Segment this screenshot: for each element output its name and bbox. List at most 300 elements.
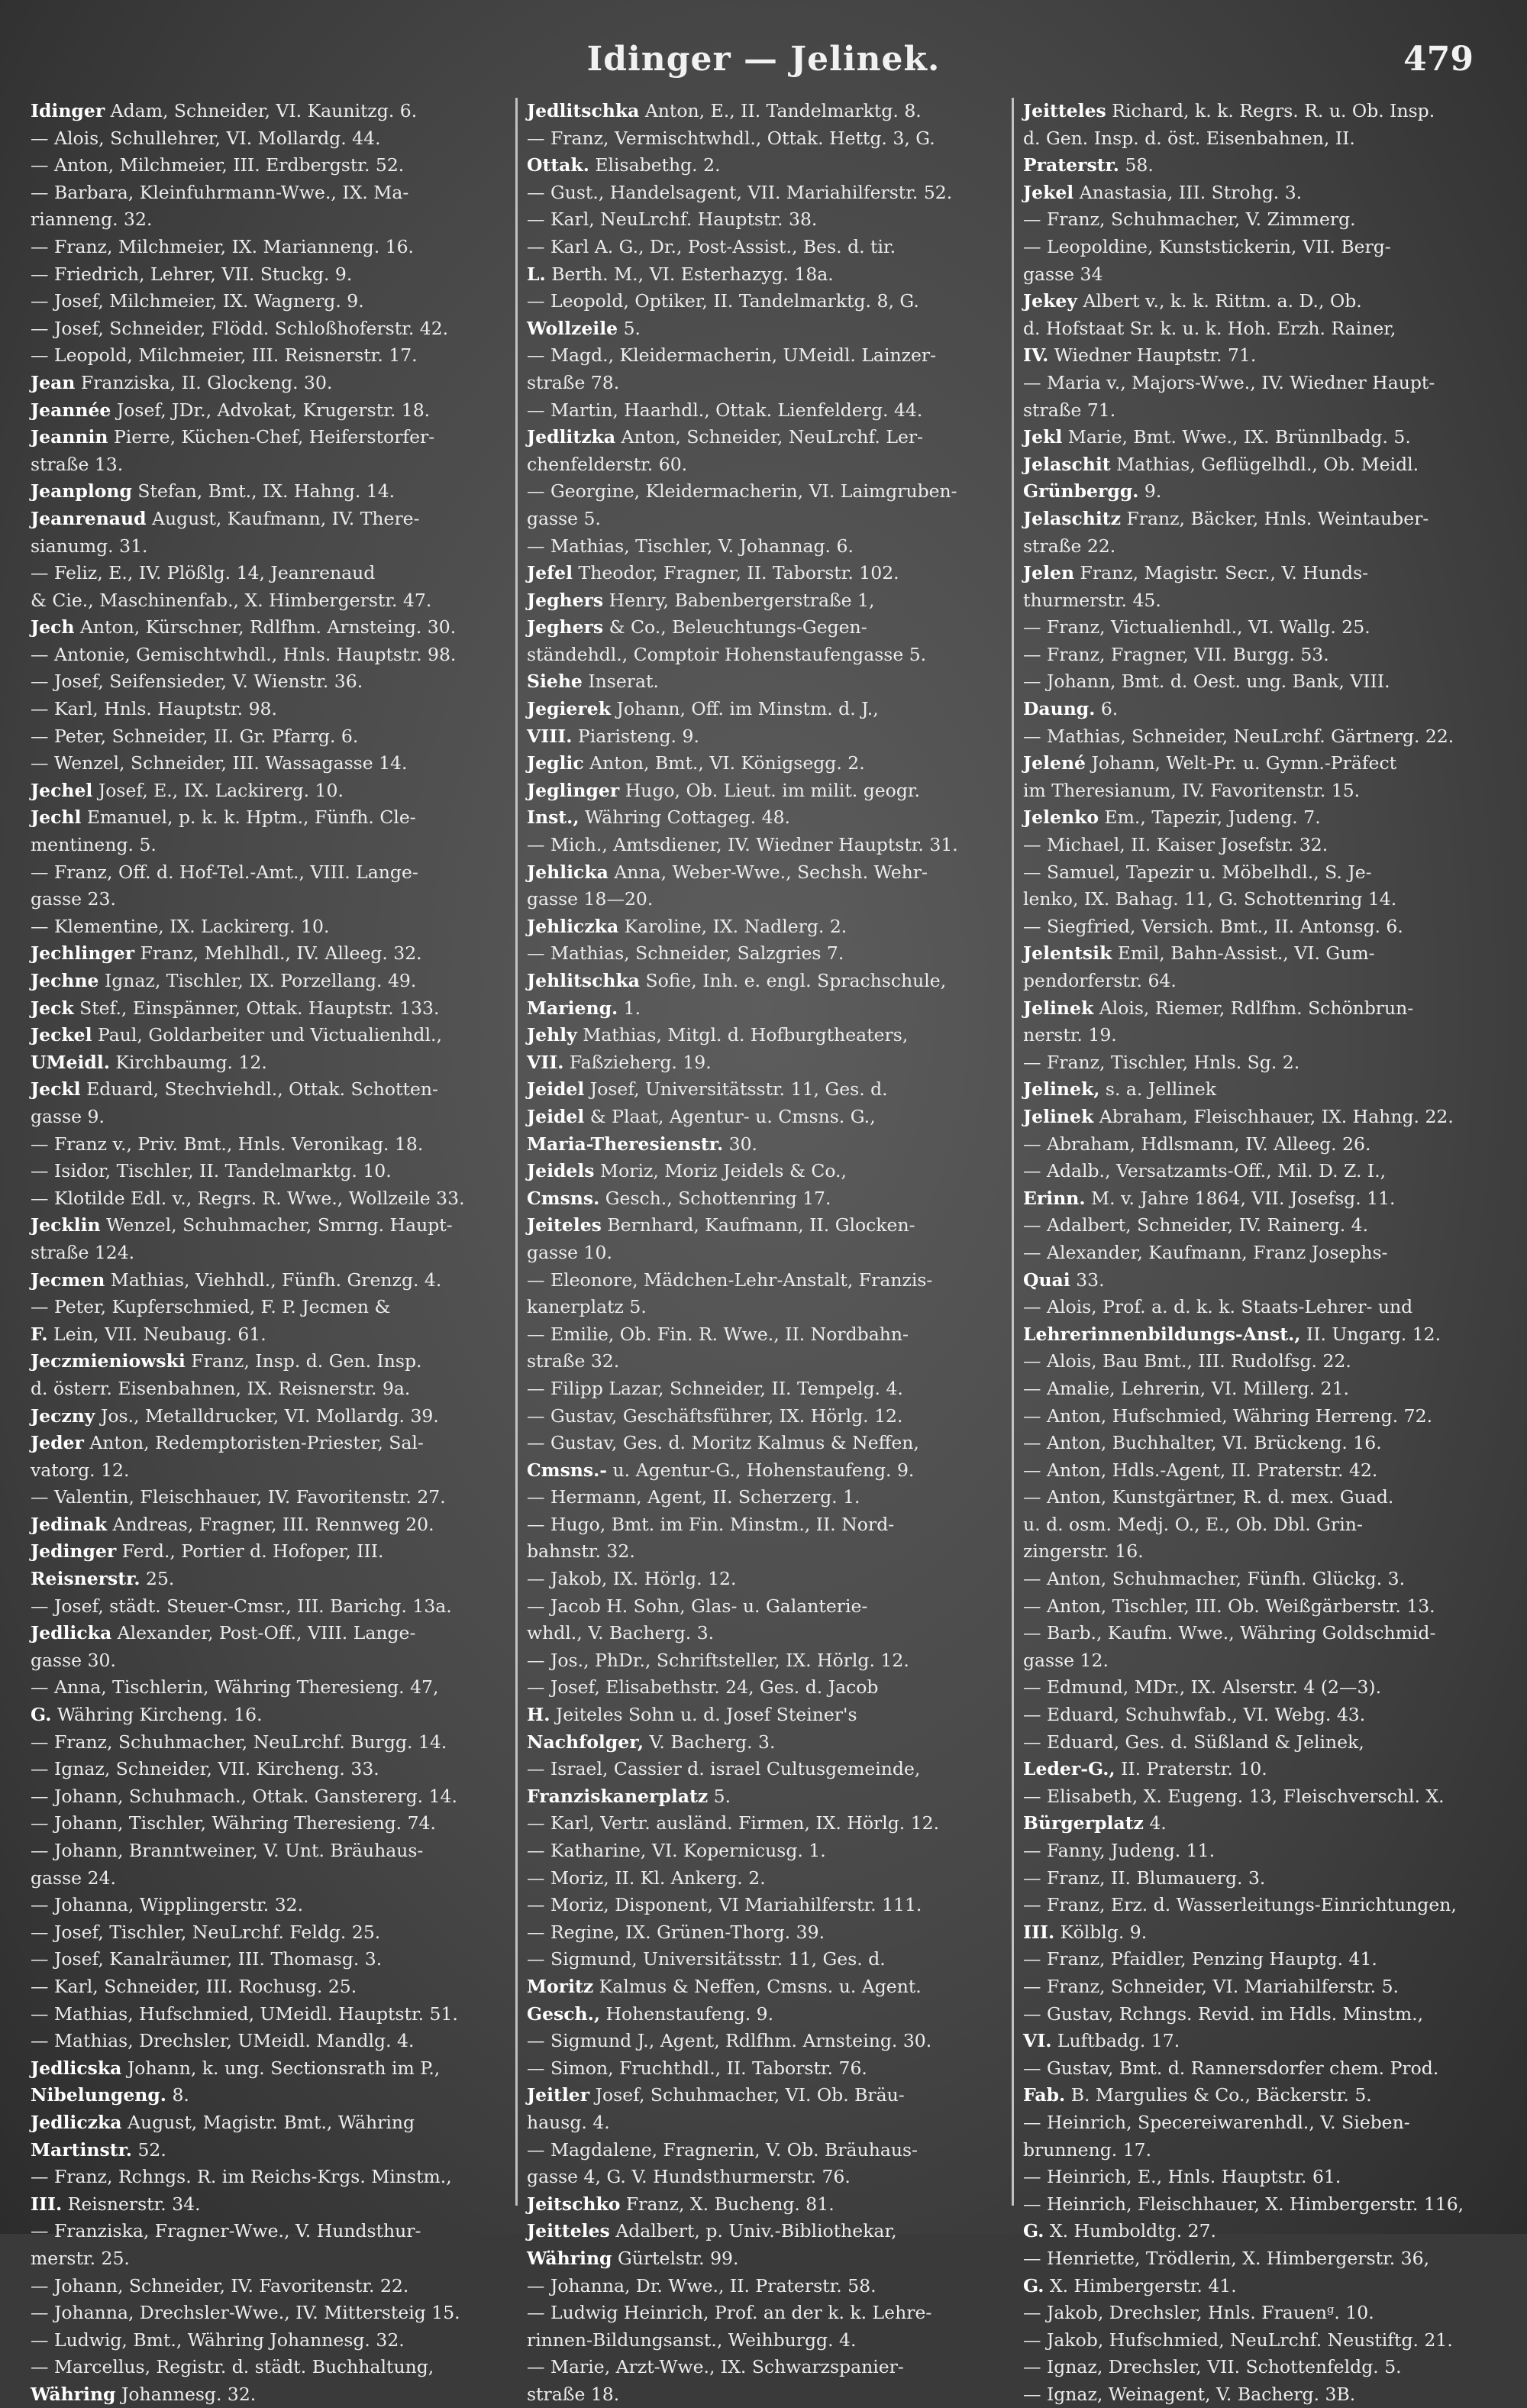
surname: III. bbox=[1023, 1921, 1055, 1943]
directory-entry: Jechne Ignaz, Tischler, IX. Porzellang. 49. bbox=[31, 970, 417, 991]
surname: Jelaschit bbox=[1023, 453, 1111, 475]
directory-entry: Jeghers & Co., Beleuchtungs-Gegen- bbox=[527, 616, 867, 638]
directory-entry: Fab. B. Margulies & Co., Bäckerstr. 5. bbox=[1023, 2084, 1372, 2106]
surname: Jeannée bbox=[31, 399, 111, 421]
directory-entry: — Antonie, Gemischtwhdl., Hnls. Hauptstr. 98. bbox=[31, 643, 457, 665]
directory-entry: — Josef, Kanalräumer, III. Thomasg. 3. bbox=[31, 1948, 383, 1970]
directory-entry: — Marie, Arzt-Wwe., IX. Schwarzspanier- bbox=[527, 2356, 904, 2378]
surname: F. bbox=[31, 1323, 48, 1345]
directory-entry: H. Jeiteles Sohn u. d. Josef Steiner's bbox=[527, 1704, 857, 1726]
surname: Jelenko bbox=[1023, 806, 1099, 829]
directory-entry: — Valentin, Fleischhauer, IV. Favoritenstr. 27. bbox=[31, 1486, 446, 1508]
surname: Jekl bbox=[1023, 426, 1063, 448]
surname: Ottak. bbox=[527, 154, 589, 176]
directory-entry: — Johann, Branntweiner, V. Unt. Bräuhaus- bbox=[31, 1840, 424, 1861]
directory-entry: G. Währing Kircheng. 16. bbox=[31, 1704, 263, 1726]
directory-entry: straße 78. bbox=[527, 371, 620, 393]
directory-entry: Praterstr. 58. bbox=[1023, 154, 1154, 176]
surname: Leder-G., bbox=[1023, 1758, 1115, 1780]
directory-entry: Jeck Stef., Einspänner, Ottak. Hauptstr. 133. bbox=[31, 997, 440, 1019]
directory-entry: — Anton, Schuhmacher, Fünfh. Glückg. 3. bbox=[1023, 1568, 1406, 1590]
directory-entry: — Anton, Hdls.-Agent, II. Praterstr. 42. bbox=[1023, 1459, 1378, 1481]
directory-entry: — Jos., PhDr., Schriftsteller, IX. Hörlg. 12. bbox=[527, 1649, 909, 1671]
directory-entry: Marieng. 1. bbox=[527, 997, 641, 1019]
surname: Jelaschitz bbox=[1023, 507, 1121, 529]
directory-entry: — Henriette, Trödlerin, X. Himbergerstr. 36, bbox=[1023, 2247, 1430, 2269]
directory-entry: — Johanna, Wipplingerstr. 32. bbox=[31, 1894, 304, 1916]
surname: Inst., bbox=[527, 806, 579, 829]
surname: Jedlicska bbox=[31, 2057, 122, 2079]
directory-entry: Jeidel & Plaat, Agentur- u. Cmsns. G., bbox=[527, 1105, 876, 1127]
directory-entry: — Heinrich, Specereiwarenhdl., V. Sieben- bbox=[1023, 2111, 1410, 2133]
directory-entry: — Fanny, Judeng. 11. bbox=[1023, 1840, 1215, 1861]
directory-entry: VI. Luftbadg. 17. bbox=[1023, 2030, 1180, 2052]
surname: Praterstr. bbox=[1023, 154, 1119, 176]
column-middle bbox=[527, 98, 1000, 2405]
directory-entry: hausg. 4. bbox=[527, 2111, 610, 2133]
directory-entry: — Mich., Amtsdiener, IV. Wiedner Hauptstr. 31. bbox=[527, 834, 958, 856]
surname: Bürgerplatz bbox=[1023, 1812, 1144, 1834]
directory-entry: — Johann, Schuhmach., Ottak. Ganstererg. 14. bbox=[31, 1785, 457, 1807]
directory-entry: — Mathias, Drechsler, UMeidl. Mandlg. 4. bbox=[31, 2030, 415, 2052]
directory-entry: — Peter, Schneider, II. Gr. Pfarrg. 6. bbox=[31, 725, 359, 747]
directory-entry: — Marcellus, Registr. d. städt. Buchhaltung, bbox=[31, 2356, 434, 2378]
directory-entry: gasse 18—20. bbox=[527, 888, 654, 910]
surname: VII. bbox=[527, 1051, 564, 1073]
directory-entry: — Abraham, Hdlsmann, IV. Alleeg. 26. bbox=[1023, 1133, 1371, 1155]
directory-entry: Jekel Anastasia, III. Strohg. 3. bbox=[1023, 181, 1303, 203]
surname: Jehly bbox=[527, 1024, 577, 1046]
surname: Jelinek bbox=[1023, 1105, 1094, 1127]
directory-entry: — Ignaz, Drechsler, VII. Schottenfeldg. 5. bbox=[1023, 2356, 1402, 2378]
page-number: 479 bbox=[1403, 40, 1474, 79]
directory-entry: — Martin, Haarhdl., Ottak. Lienfelderg. 44. bbox=[527, 399, 923, 421]
surname: Wollzeile bbox=[527, 317, 618, 339]
directory-entry: Jedliczka August, Magistr. Bmt., Währing bbox=[31, 2111, 415, 2133]
surname: VIII. bbox=[527, 725, 573, 747]
directory-entry: Währing Johannesg. 32. bbox=[31, 2383, 257, 2405]
directory-entry: Jelinek Alois, Riemer, Rdlfhm. Schönbrun- bbox=[1023, 997, 1414, 1019]
directory-entry: — Josef, Elisabethstr. 24, Ges. d. Jacob bbox=[527, 1676, 879, 1699]
directory-entry: — Feliz, E., IV. Plößlg. 14, Jeanrenaud bbox=[31, 562, 376, 584]
directory-entry: — Anna, Tischlerin, Währing Theresieng. 47, bbox=[31, 1676, 439, 1699]
surname: Jedlicka bbox=[31, 1622, 112, 1644]
directory-entry: gasse 24. bbox=[31, 1867, 116, 1889]
directory-entry: gasse 12. bbox=[1023, 1649, 1109, 1671]
directory-entry: Jeczmieniowski Franz, Insp. d. Gen. Insp. bbox=[31, 1350, 422, 1372]
surname: Jeckl bbox=[31, 1078, 81, 1101]
directory-entry: — Josef, Seifensieder, V. Wienstr. 36. bbox=[31, 671, 363, 693]
directory-entry: straße 22. bbox=[1023, 535, 1116, 557]
surname: G. bbox=[1023, 2220, 1044, 2242]
surname: Gesch., bbox=[527, 2002, 601, 2025]
directory-entry: Nachfolger, V. Bacherg. 3. bbox=[527, 1731, 776, 1753]
directory-entry: — Leopold, Optiker, II. Tandelmarktg. 8, G. bbox=[527, 290, 919, 312]
surname: Jekel bbox=[1023, 181, 1074, 203]
directory-entry: nerstr. 19. bbox=[1023, 1024, 1117, 1046]
directory-entry: Martinstr. 52. bbox=[31, 2138, 166, 2161]
directory-entry: UMeidl. Kirchbaumg. 12. bbox=[31, 1051, 267, 1073]
surname: G. bbox=[31, 1704, 52, 1726]
directory-entry: III. Reisnerstr. 34. bbox=[31, 2193, 201, 2215]
directory-entry: Jeitler Josef, Schuhmacher, VI. Ob. Bräu- bbox=[527, 2084, 905, 2106]
directory-entry: Jehliczka Karoline, IX. Nadlerg. 2. bbox=[527, 915, 847, 937]
directory-entry: Jelenko Em., Tapezir, Judeng. 7. bbox=[1023, 806, 1321, 829]
directory-entry: Jecmen Mathias, Viehhdl., Fünfh. Grenzg. 4. bbox=[31, 1269, 442, 1291]
surname: Jedliczka bbox=[31, 2111, 122, 2133]
directory-entry: — Moriz, II. Kl. Ankerg. 2. bbox=[527, 1867, 766, 1889]
directory-entry: — Gustav, Ges. d. Moritz Kalmus & Neffen, bbox=[527, 1432, 919, 1454]
directory-entry: — Karl, NeuLrchf. Hauptstr. 38. bbox=[527, 208, 818, 231]
directory-entry: Jech Anton, Kürschner, Rdlfhm. Arnsteing. 30. bbox=[31, 616, 457, 638]
directory-entry: — Mathias, Schneider, Salzgries 7. bbox=[527, 942, 844, 965]
surname: Jeckel bbox=[31, 1024, 92, 1046]
directory-entry: Jedinger Ferd., Portier d. Hofoper, III. bbox=[31, 1540, 384, 1563]
directory-entry: Jefel Theodor, Fragner, II. Taborstr. 102. bbox=[527, 562, 899, 584]
directory-entry: rinnen-Bildungsanst., Weihburgg. 4. bbox=[527, 2329, 857, 2351]
surname: G. bbox=[1023, 2274, 1044, 2296]
directory-entry: Grünbergg. 9. bbox=[1023, 480, 1162, 503]
surname: Jeck bbox=[31, 997, 74, 1019]
directory-entry: Bürgerplatz 4. bbox=[1023, 1812, 1167, 1834]
surname: Grünbergg. bbox=[1023, 480, 1139, 503]
surname: Jeitteles bbox=[527, 2220, 610, 2242]
directory-entry: — Franz, Victualienhdl., VI. Wallg. 25. bbox=[1023, 616, 1370, 638]
directory-entry: — Ludwig, Bmt., Währing Johannesg. 32. bbox=[31, 2329, 405, 2351]
directory-entry: — Sigmund, Universitätsstr. 11, Ges. d. bbox=[527, 1948, 886, 1970]
surname: Lehrerinnenbildungs-Anst., bbox=[1023, 1323, 1301, 1345]
surname: Jeder bbox=[31, 1432, 84, 1454]
directory-entry: Jeczny Jos., Metalldrucker, VI. Mollardg. 39. bbox=[31, 1404, 439, 1427]
directory-entry: — Friedrich, Lehrer, VII. Stuckg. 9. bbox=[31, 263, 353, 285]
directory-entry: mentineng. 5. bbox=[31, 834, 157, 856]
directory-entry: gasse 30. bbox=[31, 1649, 116, 1671]
surname: Jekey bbox=[1023, 290, 1077, 312]
directory-entry: Jeglic Anton, Bmt., VI. Königsegg. 2. bbox=[527, 752, 865, 774]
surname: Jegierek bbox=[527, 698, 611, 720]
surname: Jeanrenaud bbox=[31, 507, 147, 529]
surname: Jeitschko bbox=[527, 2193, 621, 2215]
surname: Jechlinger bbox=[31, 942, 135, 965]
directory-entry: — Jakob, Hufschmied, NeuLrchf. Neustiftg. 21. bbox=[1023, 2329, 1453, 2351]
directory-entry: — Johanna, Dr. Wwe., II. Praterstr. 58. bbox=[527, 2274, 876, 2296]
directory-entry: — Siegfried, Versich. Bmt., II. Antonsg. 6. bbox=[1023, 915, 1403, 937]
surname: Cmsns.- bbox=[527, 1459, 608, 1481]
directory-entry: — Alois, Bau Bmt., III. Rudolfsg. 22. bbox=[1023, 1350, 1351, 1372]
directory-entry: gasse 5. bbox=[527, 507, 601, 529]
directory-entry: — Josef, Milchmeier, IX. Wagnerg. 9. bbox=[31, 290, 364, 312]
surname: Siehe bbox=[527, 671, 583, 693]
directory-entry: F. Lein, VII. Neubaug. 61. bbox=[31, 1323, 266, 1345]
directory-entry: — Josef, städt. Steuer-Cmsr., III. Barichg. 13a. bbox=[31, 1595, 452, 1617]
directory-entry: Jeglinger Hugo, Ob. Lieut. im milit. geogr. bbox=[527, 779, 920, 801]
surname: Währing bbox=[31, 2383, 116, 2405]
directory-entry: Gesch., Hohenstaufeng. 9. bbox=[527, 2002, 774, 2025]
surname: Jedlitschka bbox=[527, 100, 640, 121]
surname: VI. bbox=[1023, 2030, 1052, 2052]
directory-entry: — Karl A. G., Dr., Post-Assist., Bes. d. tir. bbox=[527, 235, 896, 257]
directory-entry: Jelen Franz, Magistr. Secr., V. Hunds- bbox=[1023, 562, 1369, 584]
surname: Jeglinger bbox=[527, 779, 620, 801]
directory-entry: — Josef, Schneider, Flödd. Schloßhoferstr. 42. bbox=[31, 317, 449, 339]
directory-entry: Lehrerinnenbildungs-Anst., II. Ungarg. 12. bbox=[1023, 1323, 1441, 1345]
directory-entry: VIII. Piaristeng. 9. bbox=[527, 725, 699, 747]
directory-entry: d. österr. Eisenbahnen, IX. Reisnerstr. 9a. bbox=[31, 1377, 411, 1399]
directory-entry: — Alois, Prof. a. d. k. k. Staats-Lehrer- und bbox=[1023, 1296, 1413, 1318]
directory-entry: — Franz, Fragner, VII. Burgg. 53. bbox=[1023, 643, 1329, 665]
directory-entry: — Eleonore, Mädchen-Lehr-Anstalt, Franzis- bbox=[527, 1269, 933, 1291]
directory-entry: — Peter, Kupferschmied, F. P. Jecmen & bbox=[31, 1296, 391, 1318]
column-divider-left bbox=[515, 98, 518, 2206]
directory-entry: Jelinek, s. a. Jellinek bbox=[1023, 1078, 1217, 1101]
surname: Jeiteles bbox=[527, 1214, 602, 1236]
surname: Jelinek bbox=[1023, 997, 1094, 1019]
surname: Jecklin bbox=[31, 1214, 101, 1236]
directory-entry: — Franz, Schneider, VI. Mariahilferstr. 5. bbox=[1023, 1975, 1399, 1997]
directory-entry: — Karl, Vertr. ausländ. Firmen, IX. Hörlg. 12. bbox=[527, 1812, 940, 1834]
directory-entry: Jeder Anton, Redemptoristen-Priester, Sal- bbox=[31, 1432, 424, 1454]
directory-entry: IV. Wiedner Hauptstr. 71. bbox=[1023, 344, 1257, 367]
surname: Jefel bbox=[527, 562, 573, 584]
directory-entry: gasse 9. bbox=[31, 1105, 105, 1127]
directory-entry: Jelaschitz Franz, Bäcker, Hnls. Weintauber- bbox=[1023, 507, 1429, 529]
surname: Jedinak bbox=[31, 1513, 108, 1535]
directory-entry: — Samuel, Tapezir u. Möbelhdl., S. Je- bbox=[1023, 861, 1372, 883]
surname: Jedlitzka bbox=[527, 426, 616, 448]
surname: Jeidel bbox=[527, 1078, 585, 1101]
page-header bbox=[31, 40, 1496, 93]
directory-entry: whdl., V. Bacherg. 3. bbox=[527, 1622, 715, 1644]
directory-entry: Jeitteles Adalbert, p. Univ.-Bibliothekar, bbox=[527, 2220, 897, 2242]
column-right bbox=[1023, 98, 1504, 2405]
directory-entry: — Anton, Buchhalter, VI. Brückeng. 16. bbox=[1023, 1432, 1382, 1454]
surname: Quai bbox=[1023, 1269, 1070, 1291]
directory-entry: Jekl Marie, Bmt. Wwe., IX. Brünnlbadg. 5. bbox=[1023, 426, 1411, 448]
surname: Nibelungeng. bbox=[31, 2084, 166, 2106]
directory-entry: Jedinak Andreas, Fragner, III. Rennweg 20. bbox=[31, 1513, 434, 1535]
directory-entry: Reisnerstr. 25. bbox=[31, 1568, 175, 1590]
directory-entry: — Franziska, Fragner-Wwe., V. Hundsthur- bbox=[31, 2220, 421, 2242]
directory-entry: — Michael, II. Kaiser Josefstr. 32. bbox=[1023, 834, 1328, 856]
directory-entry: — Regine, IX. Grünen-Thorg. 39. bbox=[527, 1921, 825, 1943]
surname: UMeidl. bbox=[31, 1051, 110, 1073]
directory-entry: — Franz, Pfaidler, Penzing Hauptg. 41. bbox=[1023, 1948, 1377, 1970]
directory-entry: — Barb., Kaufm. Wwe., Währing Goldschmid- bbox=[1023, 1622, 1436, 1644]
surname: Jelen bbox=[1023, 562, 1075, 584]
directory-entry: — Anton, Tischler, III. Ob. Weißgärberstr. 13. bbox=[1023, 1595, 1435, 1617]
surname: Marieng. bbox=[527, 997, 618, 1019]
directory-entry: Wollzeile 5. bbox=[527, 317, 641, 339]
directory-entry: — Ignaz, Weinagent, V. Bacherg. 3B. bbox=[1023, 2383, 1356, 2405]
directory-entry: Jehly Mathias, Mitgl. d. Hofburgtheaters, bbox=[527, 1024, 909, 1046]
directory-entry: straße 32. bbox=[527, 1350, 620, 1372]
directory-entry: Jeghers Henry, Babenbergerstraße 1, bbox=[527, 589, 875, 611]
column-left bbox=[31, 98, 504, 2405]
directory-entry: — Emilie, Ob. Fin. R. Wwe., II. Nordbahn- bbox=[527, 1323, 909, 1345]
directory-entry: Jechlinger Franz, Mehlhdl., IV. Alleeg. 32. bbox=[31, 942, 422, 965]
directory-entry: — Hugo, Bmt. im Fin. Minstm., II. Nord- bbox=[527, 1513, 895, 1535]
directory-entry: sianumg. 31. bbox=[31, 535, 148, 557]
directory-entry: — Adalb., Versatzamts-Off., Mil. D. Z. I., bbox=[1023, 1160, 1387, 1182]
directory-entry: Jechl Emanuel, p. k. k. Hptm., Fünfh. Cle- bbox=[31, 806, 416, 829]
directory-entry: Jekey Albert v., k. k. Rittm. a. D., Ob. bbox=[1023, 290, 1362, 312]
directory-entry: Jeckel Paul, Goldarbeiter und Victualienhdl., bbox=[31, 1024, 442, 1046]
directory-entry: — Heinrich, E., Hnls. Hauptstr. 61. bbox=[1023, 2166, 1341, 2188]
directory-entry: Franziskanerplatz 5. bbox=[527, 1785, 731, 1807]
directory-entry: pendorferstr. 64. bbox=[1023, 970, 1177, 991]
directory-entry: — Johann, Bmt. d. Oest. ung. Bank, VIII. bbox=[1023, 671, 1390, 693]
directory-entry: gasse 10. bbox=[527, 1241, 612, 1263]
directory-entry: — Ignaz, Schneider, VII. Kircheng. 33. bbox=[31, 1758, 379, 1780]
directory-entry: — Franz, Schuhmacher, V. Zimmerg. bbox=[1023, 208, 1356, 231]
surname: Erinn. bbox=[1023, 1187, 1086, 1209]
directory-entry: Jegierek Johann, Off. im Minstm. d. J., bbox=[527, 698, 879, 720]
directory-entry: Jeanplong Stefan, Bmt., IX. Hahng. 14. bbox=[31, 480, 395, 503]
directory-entry: Ottak. Elisabethg. 2. bbox=[527, 154, 721, 176]
surname: IV. bbox=[1023, 344, 1049, 367]
directory-entry: & Cie., Maschinenfab., X. Himbergerstr. 47. bbox=[31, 589, 432, 611]
directory-entry: — Gust., Handelsagent, VII. Mariahilferstr. 52. bbox=[527, 181, 953, 203]
directory-entry: Jedlitzka Anton, Schneider, NeuLrchf. Ler- bbox=[527, 426, 924, 448]
directory-entry: — Alexander, Kaufmann, Franz Josephs- bbox=[1023, 1241, 1388, 1263]
directory-entry: Jeitschko Franz, X. Bucheng. 81. bbox=[527, 2193, 835, 2215]
surname: Jeitteles bbox=[1023, 100, 1106, 121]
directory-entry: Erinn. M. v. Jahre 1864, VII. Josefsg. 11. bbox=[1023, 1187, 1396, 1209]
directory-entry: d. Gen. Insp. d. öst. Eisenbahnen, II. bbox=[1023, 127, 1355, 149]
directory-entry: Jeiteles Bernhard, Kaufmann, II. Glocken- bbox=[527, 1214, 915, 1236]
directory-entry: gasse 23. bbox=[31, 888, 116, 910]
directory-entry: — Jakob, IX. Hörlg. 12. bbox=[527, 1568, 737, 1590]
directory-entry: — Adalbert, Schneider, IV. Rainerg. 4. bbox=[1023, 1214, 1369, 1236]
directory-entry: Jedlitschka Anton, E., II. Tandelmarktg. 8. bbox=[527, 100, 922, 121]
surname: Jeghers bbox=[527, 616, 604, 638]
directory-entry: Jechel Josef, E., IX. Lackirerg. 10. bbox=[31, 779, 344, 801]
directory-entry: Jeidel Josef, Universitätsstr. 11, Ges. d. bbox=[527, 1078, 888, 1101]
directory-entry: Jehlitschka Sofie, Inh. e. engl. Sprachschule, bbox=[527, 970, 947, 991]
surname: Jechel bbox=[31, 779, 93, 801]
surname: Martinstr. bbox=[31, 2138, 132, 2161]
surname: Jelinek, bbox=[1023, 1078, 1100, 1101]
directory-entry: gasse 4, G. V. Hundsthurmerstr. 76. bbox=[527, 2166, 851, 2188]
directory-entry: rianneng. 32. bbox=[31, 208, 153, 231]
surname: Jeannin bbox=[31, 426, 108, 448]
surname: Moritz bbox=[527, 1975, 594, 1997]
directory-entry: Jelaschit Mathias, Geflügelhdl., Ob. Meidl. bbox=[1023, 453, 1419, 475]
page-title: Idinger — Jelinek. bbox=[586, 40, 941, 79]
directory-entry: — Gustav, Geschäftsführer, IX. Hörlg. 12. bbox=[527, 1404, 903, 1427]
directory-entry: — Elisabeth, X. Eugeng. 13, Fleischverschl. X. bbox=[1023, 1785, 1445, 1807]
surname: L. bbox=[527, 263, 546, 285]
directory-entry: — Moriz, Disponent, VI Mariahilferstr. 111. bbox=[527, 1894, 922, 1916]
directory-entry: — Edmund, MDr., IX. Alserstr. 4 (2—3). bbox=[1023, 1676, 1382, 1699]
directory-entry: — Simon, Fruchthdl., II. Taborstr. 76. bbox=[527, 2057, 867, 2079]
surname: Jecmen bbox=[31, 1269, 105, 1291]
surname: Jechl bbox=[31, 806, 82, 829]
directory-entry: — Franz, Vermischtwhdl., Ottak. Hettg. 3, G. bbox=[527, 127, 935, 149]
directory-entry: G. X. Himbergerstr. 41. bbox=[1023, 2274, 1237, 2296]
directory-entry: — Israel, Cassier d. israel Cultusgemeinde, bbox=[527, 1758, 921, 1780]
directory-entry: — Katharine, VI. Kopernicusg. 1. bbox=[527, 1840, 826, 1861]
directory-entry: Daung. 6. bbox=[1023, 698, 1119, 720]
directory-columns bbox=[31, 98, 1508, 2405]
directory-entry: — Klotilde Edl. v., Regrs. R. Wwe., Wollzeile 33. bbox=[31, 1187, 465, 1209]
directory-entry: Jeannin Pierre, Küchen-Chef, Heiferstorfer- bbox=[31, 426, 435, 448]
directory-entry: — Amalie, Lehrerin, VI. Millerg. 21. bbox=[1023, 1377, 1350, 1399]
directory-entry: Moritz Kalmus & Neffen, Cmsns. u. Agent. bbox=[527, 1975, 922, 1997]
directory-entry: lenko, IX. Bahag. 11, G. Schottenring 14. bbox=[1023, 888, 1397, 910]
directory-entry: brunneng. 17. bbox=[1023, 2138, 1152, 2161]
directory-entry: — Magd., Kleidermacherin, UMeidl. Lainzer- bbox=[527, 344, 937, 367]
directory-entry: Maria-Theresienstr. 30. bbox=[527, 1133, 758, 1155]
directory-entry: — Heinrich, Fleischhauer, X. Himbergerstr. 116, bbox=[1023, 2193, 1464, 2215]
surname: Jelentsik bbox=[1023, 942, 1112, 965]
directory-entry: — Franz, Schuhmacher, NeuLrchf. Burgg. 14. bbox=[31, 1731, 447, 1753]
directory-entry: straße 71. bbox=[1023, 399, 1116, 421]
surname: Jeanplong bbox=[31, 480, 132, 503]
directory-entry: Cmsns.- u. Agentur-G., Hohenstaufeng. 9. bbox=[527, 1459, 915, 1481]
directory-entry: thurmerstr. 45. bbox=[1023, 589, 1161, 611]
directory-entry: Idinger Adam, Schneider, VI. Kaunitzg. 6. bbox=[31, 100, 418, 121]
surname: Jeidels bbox=[527, 1160, 595, 1182]
directory-entry: — Filipp Lazar, Schneider, II. Tempelg. 4. bbox=[527, 1377, 903, 1399]
directory-entry: Jedlicska Johann, k. ung. Sectionsrath im P., bbox=[31, 2057, 441, 2079]
directory-entry: vatorg. 12. bbox=[31, 1459, 130, 1481]
surname: Jeczmieniowski bbox=[31, 1350, 186, 1372]
directory-entry: III. Kölblg. 9. bbox=[1023, 1921, 1148, 1943]
surname: Jedinger bbox=[31, 1540, 117, 1563]
surname: Fab. bbox=[1023, 2084, 1066, 2106]
directory-entry: — Gustav, Rchngs. Revid. im Hdls. Minstm., bbox=[1023, 2002, 1424, 2025]
directory-entry: Cmsns. Gesch., Schottenring 17. bbox=[527, 1187, 831, 1209]
surname: Idinger bbox=[31, 100, 105, 121]
directory-entry: — Johann, Tischler, Währing Theresieng. 74. bbox=[31, 1812, 436, 1834]
surname: Jeczny bbox=[31, 1404, 95, 1427]
directory-entry: — Josef, Tischler, NeuLrchf. Feldg. 25. bbox=[31, 1921, 381, 1943]
directory-entry: — Johann, Schneider, IV. Favoritenstr. 22. bbox=[31, 2274, 409, 2296]
directory-entry: kanerplatz 5. bbox=[527, 1296, 647, 1318]
directory-entry: — Franz, Tischler, Hnls. Sg. 2. bbox=[1023, 1051, 1300, 1073]
directory-entry: Siehe Inserat. bbox=[527, 671, 659, 693]
directory-entry: Nibelungeng. 8. bbox=[31, 2084, 189, 2106]
surname: Franziskanerplatz bbox=[527, 1785, 709, 1807]
directory-entry: chenfelderstr. 60. bbox=[527, 453, 688, 475]
surname: Jehliczka bbox=[527, 915, 619, 937]
directory-entry: — Hermann, Agent, II. Scherzerg. 1. bbox=[527, 1486, 860, 1508]
directory-entry: — Franz, Erz. d. Wasserleitungs-Einrichtungen, bbox=[1023, 1894, 1457, 1916]
surname: Cmsns. bbox=[527, 1187, 600, 1209]
directory-entry: — Leopoldine, Kunststickerin, VII. Berg- bbox=[1023, 235, 1391, 257]
directory-entry: — Isidor, Tischler, II. Tandelmarktg. 10. bbox=[31, 1160, 392, 1182]
directory-entry: Jecklin Wenzel, Schuhmacher, Smrng. Haupt- bbox=[31, 1214, 453, 1236]
directory-entry: — Anton, Kunstgärtner, R. d. mex. Guad. bbox=[1023, 1486, 1394, 1508]
directory-entry: Jeanrenaud August, Kaufmann, IV. There- bbox=[31, 507, 420, 529]
directory-entry: L. Berth. M., VI. Esterhazyg. 18a. bbox=[527, 263, 834, 285]
directory-entry: — Franz, Rchngs. R. im Reichs-Krgs. Minstm., bbox=[31, 2166, 452, 2188]
surname: Jean bbox=[31, 371, 76, 393]
directory-entry: — Mathias, Tischler, V. Johannag. 6. bbox=[527, 535, 854, 557]
surname: Jelené bbox=[1023, 752, 1086, 774]
directory-entry: Jedlicka Alexander, Post-Off., VIII. Lange- bbox=[31, 1622, 416, 1644]
directory-entry: — Karl, Schneider, III. Rochusg. 25. bbox=[31, 1975, 357, 1997]
directory-entry: Währing Gürtelstr. 99. bbox=[527, 2247, 739, 2269]
directory-entry: — Anton, Hufschmied, Währing Herreng. 72. bbox=[1023, 1404, 1433, 1427]
surname: Jehlitschka bbox=[527, 970, 640, 991]
surname: Jeitler bbox=[527, 2084, 590, 2106]
directory-entry: — Barbara, Kleinfuhrmann-Wwe., IX. Ma- bbox=[31, 181, 409, 203]
directory-entry: Jeannée Josef, JDr., Advokat, Krugerstr. 18. bbox=[31, 399, 431, 421]
surname: Jehlicka bbox=[527, 861, 609, 883]
surname: Währing bbox=[527, 2247, 612, 2269]
